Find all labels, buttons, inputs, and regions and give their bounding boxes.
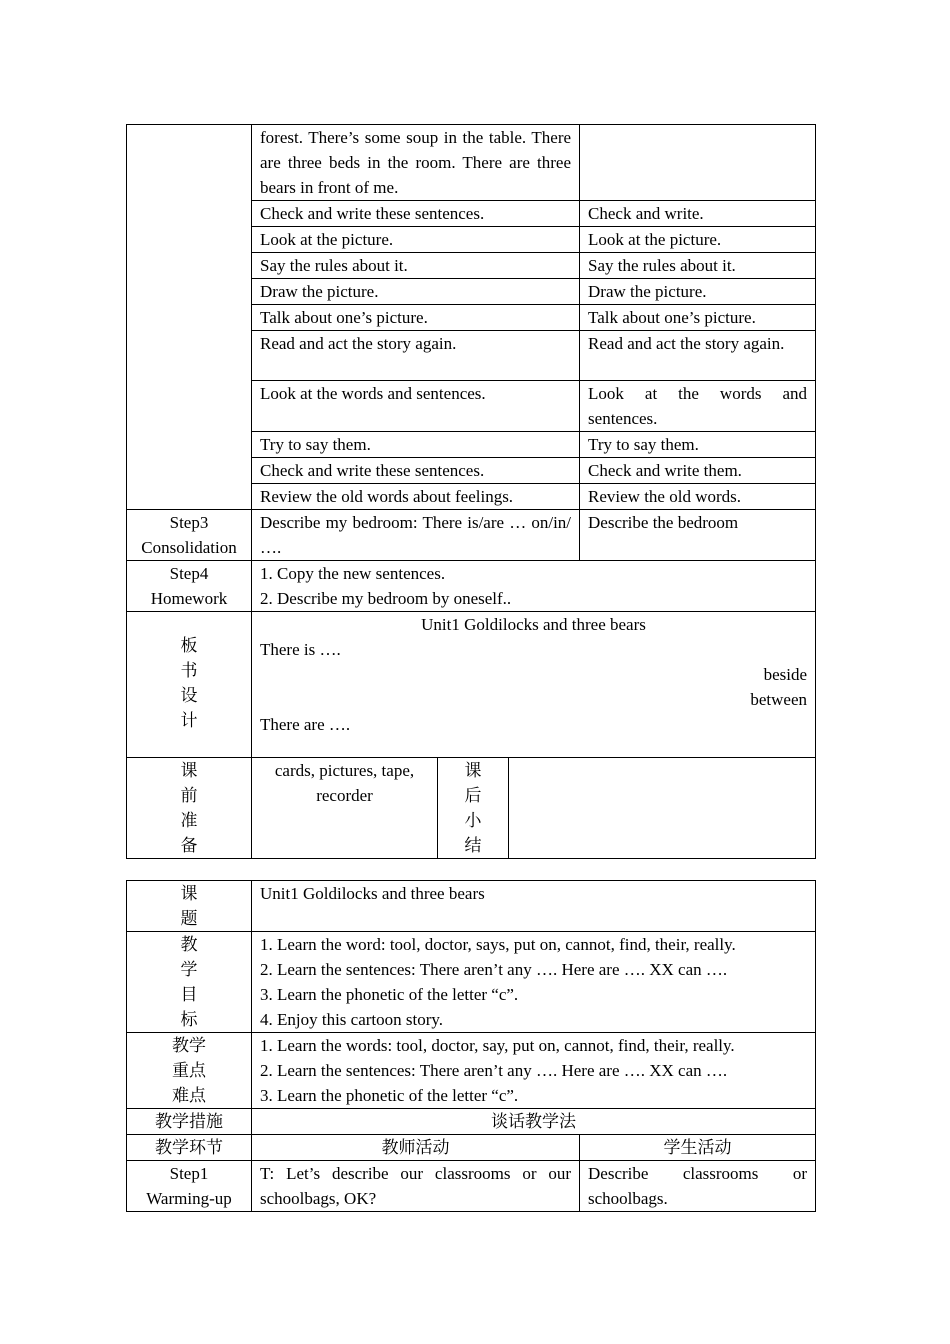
homework-content: 1. Copy the new sentences. 2. Describe my bedroom by oneself.. [252, 561, 816, 612]
teacher-activity-cell: forest. There’s some soup in the table. There are three beds in the room. There are three bears in front of me. [252, 125, 580, 201]
student-activity-cell: Talk about one’s picture. [580, 305, 816, 331]
topic-label: 课 题 [127, 881, 252, 932]
teacher-activity-cell: Say the rules about it. [252, 253, 580, 279]
board-design-label: 板 书 设 计 [127, 612, 252, 758]
board-title: Unit1 Goldilocks and three bears [421, 615, 646, 634]
header-step: 教学环节 [127, 1135, 252, 1161]
key-points-label: 教学 重点 难点 [127, 1033, 252, 1109]
step1-student-activity: Describe classrooms or schoolbags. [580, 1161, 816, 1212]
teacher-activity-cell: Read and act the story again. [252, 331, 580, 381]
student-activity-cell: Review the old words. [580, 484, 816, 510]
teacher-activity-cell: Try to say them. [252, 432, 580, 458]
step-label-cell [127, 125, 252, 510]
student-activity-cell: Say the rules about it. [580, 253, 816, 279]
summary-label: 课 后 小 结 [438, 758, 509, 859]
header-teacher: 教师活动 [252, 1135, 580, 1161]
student-activity-cell: Check and write them. [580, 458, 816, 484]
step1-teacher-activity: T: Let’s describe our classrooms or our schoolbags, OK? [252, 1161, 580, 1212]
preparation-label: 课 前 准 备 [127, 758, 252, 859]
student-activity-cell: Look at the words and sentences. [580, 381, 816, 432]
board-there-are: There are …. [260, 715, 351, 734]
student-activity-cell: Read and act the story again. [580, 331, 816, 381]
topic-value: Unit1 Goldilocks and three bears [252, 881, 816, 932]
board-beside: beside [763, 665, 808, 684]
student-activity-cell: Try to say them. [580, 432, 816, 458]
teacher-activity-cell: Review the old words about feelings. [252, 484, 580, 510]
step1-label: Step1 Warming-up [127, 1161, 252, 1212]
student-activity-cell: Look at the picture. [580, 227, 816, 253]
summary-content [509, 758, 816, 859]
board-between: between [750, 690, 808, 709]
teacher-activity-cell: Check and write these sentences. [252, 201, 580, 227]
method-label: 教学措施 [127, 1109, 252, 1135]
teacher-activity-cell: Talk about one’s picture. [252, 305, 580, 331]
teacher-activity-cell: Look at the words and sentences. [252, 381, 580, 432]
teacher-activity-cell: Draw the picture. [252, 279, 580, 305]
lesson-plan-table [126, 880, 816, 1212]
teacher-activity-cell: Check and write these sentences. [252, 458, 580, 484]
lesson-table-continued [126, 124, 816, 859]
goals-content: 1. Learn the word: tool, doctor, says, put on, cannot, find, their, really. 2. Learn the sentences: There aren’t any …. Here are …. XX can …. 3. Learn the phonetic of the letter “c”. 4. Enjoy this cartoon story. [252, 932, 816, 1033]
student-activity-cell: Draw the picture. [580, 279, 816, 305]
header-student: 学生活动 [580, 1135, 816, 1161]
key-points-content: 1. Learn the words: tool, doctor, say, put on, cannot, find, their, really. 2. Learn the sentences: There aren’t any …. Here are …. XX can …. 3. Learn the phonetic of the letter “c”. [252, 1033, 816, 1109]
board-there-is: There is …. [260, 640, 341, 659]
board-design-content [252, 612, 816, 758]
step3-label: Step3 Consolidation [127, 510, 252, 561]
method-value: 谈话教学法 [252, 1109, 816, 1135]
step4-label: Step4 Homework [127, 561, 252, 612]
step3-student-activity: Describe the bedroom [580, 510, 816, 561]
preparation-content: cards, pictures, tape, recorder [252, 758, 438, 859]
teacher-activity-cell: Look at the picture. [252, 227, 580, 253]
student-activity-cell: Check and write. [580, 201, 816, 227]
goals-label: 教 学 目 标 [127, 932, 252, 1033]
step3-teacher-activity: Describe my bedroom: There is/are … on/in/ …. [252, 510, 580, 561]
student-activity-cell [580, 125, 816, 201]
